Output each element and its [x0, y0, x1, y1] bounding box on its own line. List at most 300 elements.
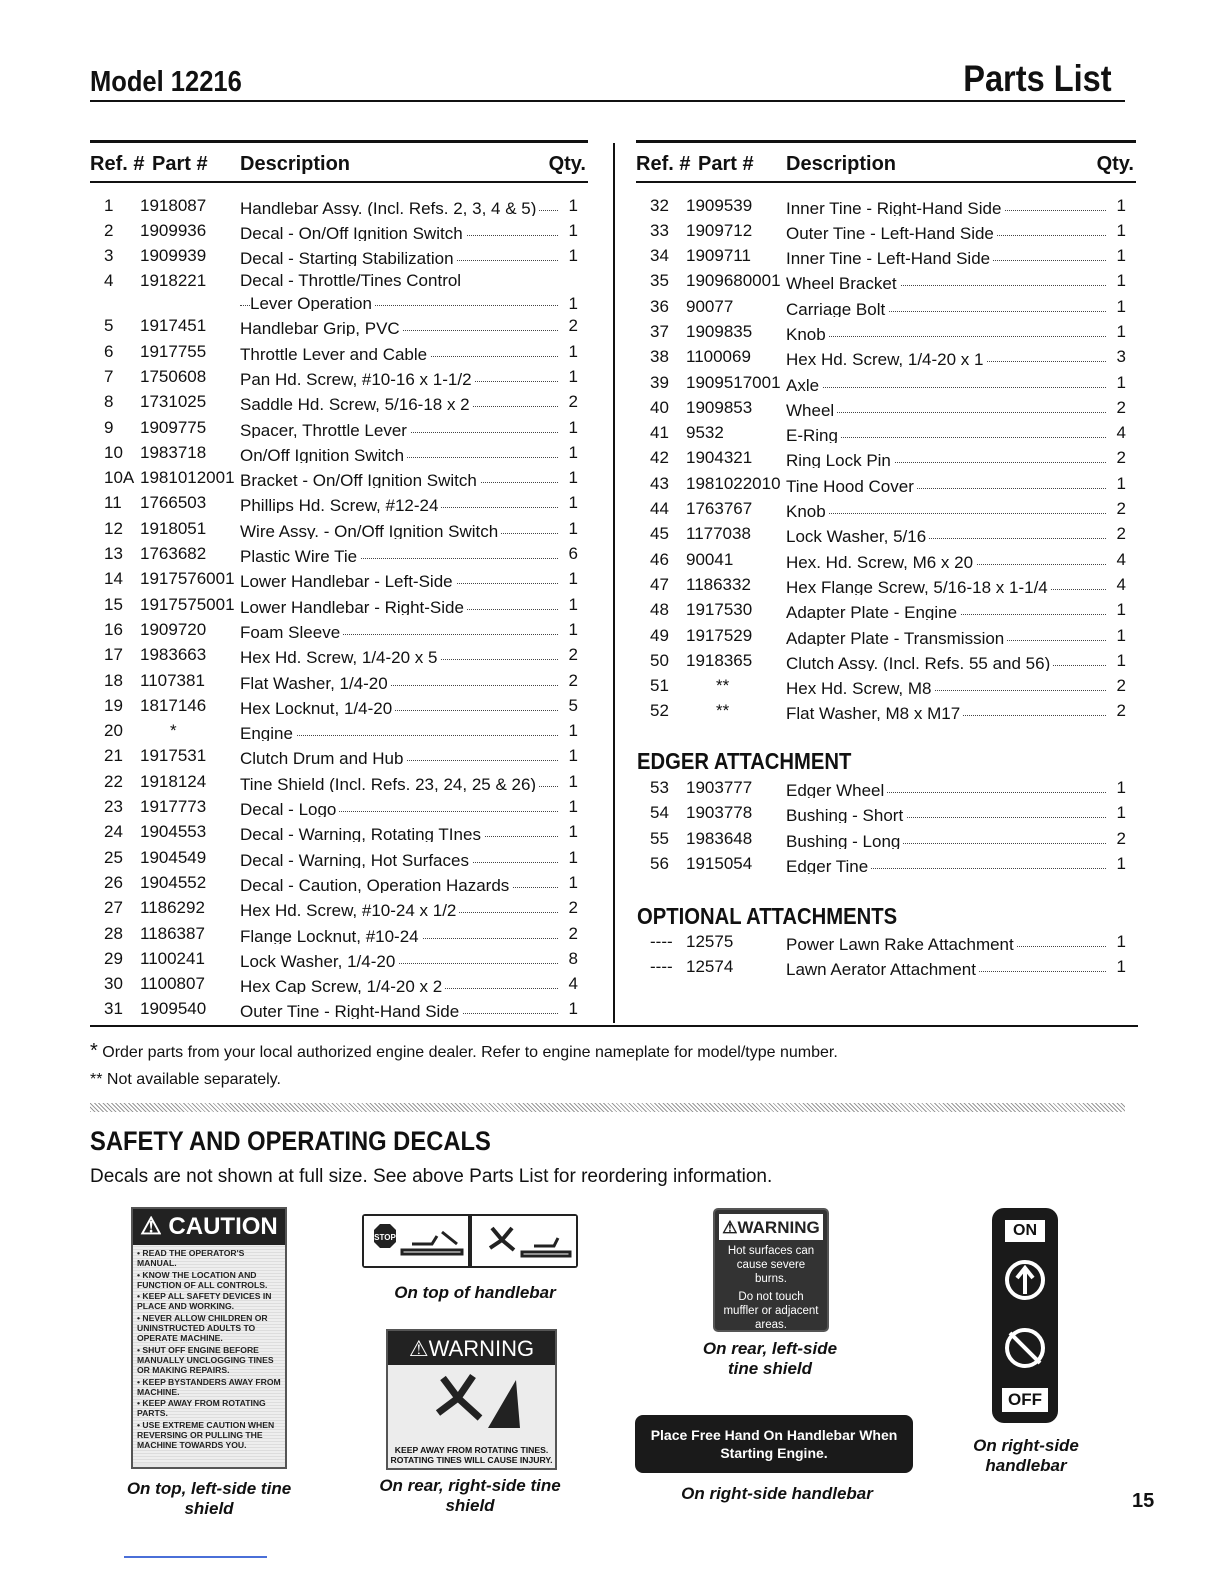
quantity: 2	[568, 316, 578, 336]
description: Clutch Assy. (Incl. Refs. 55 and 56)	[786, 654, 1053, 671]
ref-number: 36	[650, 296, 669, 316]
table-row	[636, 294, 1136, 319]
ref-number: 31	[104, 999, 123, 1019]
ref-number: 17	[104, 645, 123, 665]
table-row	[636, 673, 1136, 698]
part-number: 1981012001	[140, 468, 235, 488]
table-row	[636, 800, 1136, 825]
hot-title-text: WARNING	[737, 1218, 820, 1237]
table-row	[90, 465, 588, 490]
model-number: Model 12216	[90, 66, 242, 98]
table-row	[636, 268, 1136, 293]
table-row	[90, 743, 588, 768]
quantity: 2	[1116, 448, 1126, 468]
ref-number: 30	[104, 974, 123, 994]
description-line-1: Decal - Throttle/Tines Control	[240, 271, 462, 291]
description-cell	[786, 373, 1106, 393]
quantity: 1	[568, 822, 578, 842]
description: Engine	[240, 724, 296, 741]
footnote-star-mark: *	[90, 1040, 98, 1062]
part-number: 1909939	[140, 246, 207, 266]
table-row	[90, 243, 588, 268]
part-number: 1983663	[140, 645, 207, 665]
description-cell	[786, 626, 1106, 646]
part-number: 1915054	[686, 853, 753, 873]
table-row	[90, 617, 588, 642]
description: Lock Washer, 5/16	[786, 527, 929, 544]
description: Axle	[786, 376, 822, 393]
description: Bushing - Short	[786, 806, 906, 823]
description-cell	[786, 550, 1106, 570]
hot-surface-decal	[713, 1208, 829, 1332]
quantity: 1	[568, 872, 578, 892]
description-cell	[786, 701, 1106, 721]
description-cell	[786, 932, 1106, 952]
quantity: 2	[1116, 397, 1126, 417]
place-free-hand-decal: Place Free Hand On Handlebar When Starting Engine.	[635, 1415, 913, 1473]
description-cell	[786, 347, 1106, 367]
edger-heading: EDGER ATTACHMENT	[637, 748, 852, 774]
right-rows	[636, 193, 1136, 724]
part-number: 1918051	[140, 518, 207, 538]
description: Flat Washer, 1/4-20	[240, 674, 391, 691]
description-cell	[786, 575, 1106, 595]
description: Outer Tine - Right-Hand Side	[240, 1002, 462, 1019]
description-cell	[240, 974, 558, 994]
quantity: 1	[568, 341, 578, 361]
ref-number: 20	[104, 721, 123, 741]
caption-placefree: On right-side handlebar	[681, 1484, 873, 1503]
table-row	[90, 845, 588, 870]
link-underline	[124, 1556, 267, 1558]
col-part: Part #	[698, 153, 754, 175]
description: Knob	[786, 325, 829, 342]
part-number: 1186292	[140, 898, 205, 918]
table-row	[636, 218, 1136, 243]
quantity: 1	[568, 771, 578, 791]
description: Clutch Drum and Hub	[240, 749, 406, 766]
quantity: 1	[1116, 957, 1126, 977]
quantity: 2	[1116, 524, 1126, 544]
caption-onoff: On right-side handlebar	[973, 1436, 1079, 1475]
description-cell	[240, 797, 558, 817]
table-row	[90, 769, 588, 794]
part-number: 90077	[686, 296, 734, 316]
description-cell	[240, 246, 558, 266]
part-number: 1763682	[140, 544, 207, 564]
table-row	[90, 946, 588, 971]
description: Lower Handlebar - Right-Side	[240, 598, 467, 615]
part-number: *	[170, 721, 177, 741]
quantity: 2	[568, 898, 578, 918]
description-cell	[786, 322, 1106, 342]
description-cell	[240, 196, 558, 216]
quantity: 2	[1116, 676, 1126, 696]
ref-number: 3	[104, 246, 114, 266]
table-row	[90, 313, 588, 338]
table-row	[90, 339, 588, 364]
table-row	[90, 971, 588, 996]
table-row	[90, 693, 588, 718]
description-cell	[786, 398, 1106, 418]
ref-number: 10	[104, 442, 123, 462]
quantity: 1	[568, 220, 578, 240]
table-row	[636, 370, 1136, 395]
description-cell	[240, 569, 558, 589]
description: Adapter Plate - Transmission	[786, 629, 1007, 646]
table-row	[90, 440, 588, 465]
table-row	[636, 623, 1136, 648]
part-number: 1917773	[140, 797, 207, 817]
description: Ring Lock Pin	[786, 451, 894, 468]
part-number: **	[716, 676, 730, 696]
table-row	[90, 819, 588, 844]
description-cell	[786, 829, 1106, 849]
quantity: 1	[568, 195, 578, 215]
safety-subtitle: Decals are not shown at full size. See above Parts List for reordering information.	[90, 1166, 773, 1187]
quantity: 6	[568, 544, 578, 564]
part-number: 1917529	[686, 625, 753, 645]
ref-number: 9	[104, 417, 114, 437]
description: Hex Hd. Screw, #10-24 x 1/2	[240, 901, 459, 918]
footnote-engine-text: Order parts from your local authorized engine dealer. Refer to engine nameplate for model/type number.	[102, 1044, 838, 1061]
description: Inner Tine - Left-Hand Side	[786, 249, 993, 266]
ref-number: 22	[104, 771, 123, 791]
description: Phillips Hd. Screw, #12-24	[240, 496, 441, 513]
quantity: 1	[568, 746, 578, 766]
quantity: 1	[1116, 625, 1126, 645]
quantity: 5	[568, 695, 578, 715]
description: Lock Washer, 1/4-20	[240, 952, 398, 969]
quantity: 2	[568, 392, 578, 412]
description-cell	[786, 448, 1106, 468]
page-number: 15	[1132, 1490, 1155, 1512]
part-number: 1100241	[140, 948, 205, 968]
description-cell	[786, 651, 1106, 671]
part-number: 1917755	[140, 341, 207, 361]
table-row	[636, 648, 1136, 673]
col-qty: Qty.	[548, 153, 586, 175]
quantity: 1	[568, 594, 578, 614]
description-cell	[240, 671, 558, 691]
ref-number: 15	[104, 594, 123, 614]
part-number: 1903777	[686, 778, 753, 797]
part-number: 1186332	[686, 574, 751, 594]
description: Lawn Aerator Attachment	[786, 960, 979, 977]
ref-number: 27	[104, 898, 123, 918]
description-cell	[786, 474, 1106, 494]
warning-tines-title	[388, 1331, 555, 1365]
ref-number: 39	[650, 372, 669, 392]
part-number: 1983718	[140, 442, 207, 462]
description-cell	[786, 676, 1106, 696]
part-number: 1909936	[140, 220, 207, 240]
page-title: Parts List	[963, 58, 1112, 99]
col-part: Part #	[152, 153, 208, 175]
part-number: 1918221	[140, 271, 207, 291]
part-number: 1909712	[686, 220, 753, 240]
description: Edger Wheel	[786, 781, 887, 798]
part-number: 9532	[686, 423, 724, 443]
description: Tine Hood Cover	[786, 477, 917, 494]
description-cell	[240, 645, 558, 665]
description: Tine Shield (Incl. Refs. 23, 24, 25 & 26)	[240, 775, 539, 792]
ref-number: 18	[104, 670, 123, 690]
part-number: 1763767	[686, 499, 753, 519]
description: Hex Hd. Screw, 1/4-20 x 5	[240, 648, 440, 665]
warning-tines-text-2: ROTATING TINES WILL CAUSE INJURY.	[390, 1455, 553, 1465]
ref-number: 26	[104, 872, 123, 892]
description: Knob	[786, 502, 829, 519]
description-cell	[786, 803, 1106, 823]
column-divider	[613, 143, 615, 1023]
footnote-engine	[90, 1040, 838, 1063]
part-number: 1981022010	[686, 473, 781, 493]
table-row	[90, 921, 588, 946]
caution-title-text: CAUTION	[168, 1213, 278, 1240]
ref-number: 52	[650, 701, 669, 721]
right-parts-table	[636, 140, 1136, 724]
on-label: ON	[1005, 1220, 1045, 1242]
description: Bracket - On/Off Ignition Switch	[240, 471, 480, 488]
caution-item: • NEVER ALLOW CHILDREN OR UNINSTRUCTED ADULTS TO OPERATE MACHINE.	[137, 1312, 268, 1344]
hot-text-1: Hot surfaces can cause severe burns.	[727, 1245, 815, 1285]
ref-number: 12	[104, 518, 123, 538]
part-number: 1917451	[140, 316, 207, 336]
quantity: 3	[1116, 347, 1126, 367]
description-cell	[240, 822, 558, 842]
table-row	[636, 344, 1136, 369]
table-row	[90, 415, 588, 440]
stop-go-pictogram	[362, 1214, 578, 1268]
ref-number: 28	[104, 923, 123, 943]
table-row	[636, 775, 1136, 800]
description: Handlebar Assy. (Incl. Refs. 2, 3, 4 & 5)	[240, 199, 539, 216]
quantity: 1	[568, 797, 578, 817]
table-row	[636, 572, 1136, 597]
ref-number: 13	[104, 544, 123, 564]
quantity: 1	[1116, 932, 1126, 951]
part-number: 1100807	[140, 974, 205, 994]
table-row	[636, 471, 1136, 496]
part-number: 90041	[686, 549, 734, 569]
warning-triangle-icon: ⚠	[722, 1218, 738, 1237]
description-cell	[240, 746, 558, 766]
table-row	[90, 193, 588, 218]
description: Decal - Warning, Rotating TInes	[240, 825, 484, 842]
description-cell	[786, 246, 1106, 266]
description: Bushing - Long	[786, 832, 903, 849]
table-row	[636, 521, 1136, 546]
table-row	[636, 496, 1136, 521]
part-number: 1904321	[686, 448, 753, 468]
description-cell	[240, 848, 558, 868]
quantity: 1	[568, 468, 578, 488]
description-cell	[240, 898, 558, 918]
ref-number: 45	[650, 524, 669, 544]
quantity: 1	[1116, 803, 1126, 823]
ref-number: 24	[104, 822, 123, 842]
table-row	[636, 826, 1136, 851]
description: Power Lawn Rake Attachment	[786, 935, 1017, 952]
table-row	[90, 870, 588, 895]
part-number: 1917531	[140, 746, 207, 766]
edger-rows	[636, 775, 1136, 876]
quantity: 4	[568, 974, 578, 994]
svg-text:STOP: STOP	[374, 1233, 396, 1242]
description: Foam Sleeve	[240, 623, 343, 640]
quantity: 1	[1116, 321, 1126, 341]
quantity: 4	[1116, 423, 1126, 443]
description-cell	[786, 524, 1106, 544]
quantity: 1	[568, 518, 578, 538]
ref-number: 56	[650, 853, 669, 873]
table-row	[636, 445, 1136, 470]
quantity: 1	[1116, 271, 1126, 291]
part-number: 1909539	[686, 195, 753, 215]
description: Decal - Caution, Operation Hazards	[240, 876, 512, 893]
description-cell	[240, 468, 558, 488]
part-number: 1909835	[686, 321, 753, 341]
part-number: 1909775	[140, 417, 207, 437]
description: Wheel Bracket	[786, 274, 900, 291]
description-cell	[786, 778, 1106, 798]
description-cell	[240, 595, 558, 615]
ref-number: 4	[104, 271, 114, 291]
description-cell	[786, 423, 1106, 443]
ref-number: 16	[104, 619, 123, 639]
description-cell	[786, 957, 1106, 977]
ref-number: 23	[104, 797, 123, 817]
ref-number: 46	[650, 549, 669, 569]
quantity: 1	[568, 246, 578, 266]
part-number: 1983648	[686, 828, 753, 848]
ref-number: 38	[650, 347, 669, 367]
warning-tines-text-1: KEEP AWAY FROM ROTATING TINES.	[394, 1445, 549, 1455]
table-row	[636, 395, 1136, 420]
ref-number: 32	[650, 195, 669, 215]
caution-item: • USE EXTREME CAUTION WHEN REVERSING OR PULLING THE MACHINE TOWARDS YOU.	[137, 1419, 275, 1451]
description: Decal - Starting Stabilization	[240, 249, 457, 266]
caption-caution: On top, left-side tine shield	[126, 1479, 292, 1518]
description: Hex Locknut, 1/4-20	[240, 699, 395, 716]
description: Pan Hd. Screw, #10-16 x 1-1/2	[240, 370, 475, 387]
warning-tines-title-text: WARNING	[428, 1336, 535, 1361]
ref-number: 47	[650, 574, 669, 594]
ref-number: 51	[650, 676, 669, 696]
ref-number: 42	[650, 448, 669, 468]
quantity: 1	[568, 417, 578, 437]
quantity: 1	[1116, 853, 1126, 873]
quantity: 8	[568, 948, 578, 968]
part-number: 1904552	[140, 872, 207, 892]
description: Edger Tine	[786, 857, 871, 874]
description: Saddle Hd. Screw, 5/16-18 x 2	[240, 395, 473, 412]
caption-hot: On rear, left-side tine shield	[702, 1339, 838, 1378]
ref-number: 49	[650, 625, 669, 645]
ref-number: 7	[104, 366, 114, 386]
caption-handlebar-top: On top of handlebar	[394, 1283, 556, 1302]
ref-number: 41	[650, 423, 669, 443]
description: Decal - Logo	[240, 800, 339, 817]
quantity: 1	[1116, 473, 1126, 493]
safety-heading: SAFETY AND OPERATING DECALS	[90, 1126, 491, 1156]
table-row	[90, 642, 588, 667]
description: Adapter Plate - Engine	[786, 603, 960, 620]
description-cell	[240, 696, 558, 716]
ref-number: 8	[104, 392, 114, 412]
part-number: 1731025	[140, 392, 207, 412]
quantity: 1	[568, 294, 578, 314]
description-cell	[786, 221, 1106, 241]
col-description: Description	[240, 153, 351, 175]
ref-number: 6	[104, 341, 114, 361]
ref-number: 35	[650, 271, 669, 291]
description-cell	[240, 873, 558, 893]
description-cell	[240, 924, 558, 944]
description: Spacer, Throttle Lever	[240, 421, 410, 438]
description: Wheel	[786, 401, 837, 418]
optional-rows	[636, 929, 1136, 980]
description-cell	[240, 999, 558, 1019]
ref-number: 1	[104, 195, 114, 215]
quantity: 1	[568, 721, 578, 741]
description: E-Ring	[786, 426, 841, 443]
description: Flange Locknut, #10-24	[240, 927, 422, 944]
ref-number: 33	[650, 220, 669, 240]
col-description: Description	[786, 153, 897, 175]
part-number: 1909540	[140, 999, 207, 1019]
part-number: 1186387	[140, 923, 205, 943]
table-row	[636, 698, 1136, 723]
ref-number: 34	[650, 246, 669, 266]
part-number: 1918087	[140, 195, 207, 215]
table-row	[636, 954, 1136, 979]
quantity: 1	[568, 569, 578, 589]
quantity: 1	[1116, 296, 1126, 316]
description-cell	[240, 367, 558, 387]
table-row	[636, 547, 1136, 572]
description: Plastic Wire Tie	[240, 547, 360, 564]
description-cell	[240, 620, 558, 640]
part-number: 1107381	[140, 670, 205, 690]
description: Hex Hd. Screw, 1/4-20 x 1	[786, 350, 986, 367]
caption-warning-rear: On rear, right-side tine shield	[379, 1476, 561, 1515]
table-row	[90, 668, 588, 693]
description-cell	[786, 499, 1106, 519]
ref-number: 43	[650, 473, 669, 493]
description: Decal - Warning, Hot Surfaces	[240, 851, 472, 868]
ref-number: 10A	[104, 468, 135, 488]
quantity: 1	[568, 442, 578, 462]
caution-item: • KNOW THE LOCATION AND FUNCTION OF ALL CONTROLS.	[137, 1269, 268, 1290]
part-number: 1904549	[140, 847, 207, 867]
description: Wire Assy. - On/Off Ignition Switch	[240, 522, 501, 539]
part-number: 1903778	[686, 803, 753, 823]
description: Carriage Bolt	[786, 300, 888, 317]
description-cell	[240, 291, 558, 311]
quantity: 1	[1116, 246, 1126, 266]
warning-triangle-icon: ⚠	[408, 1336, 429, 1361]
part-number: 12575	[686, 932, 734, 951]
table-row	[90, 718, 588, 743]
ref-number: 54	[650, 803, 669, 823]
table-row	[90, 566, 588, 591]
table-row	[90, 389, 588, 414]
description: Inner Tine - Right-Hand Side	[786, 199, 1004, 216]
ref-number: 50	[650, 650, 669, 670]
table-row	[636, 597, 1136, 622]
